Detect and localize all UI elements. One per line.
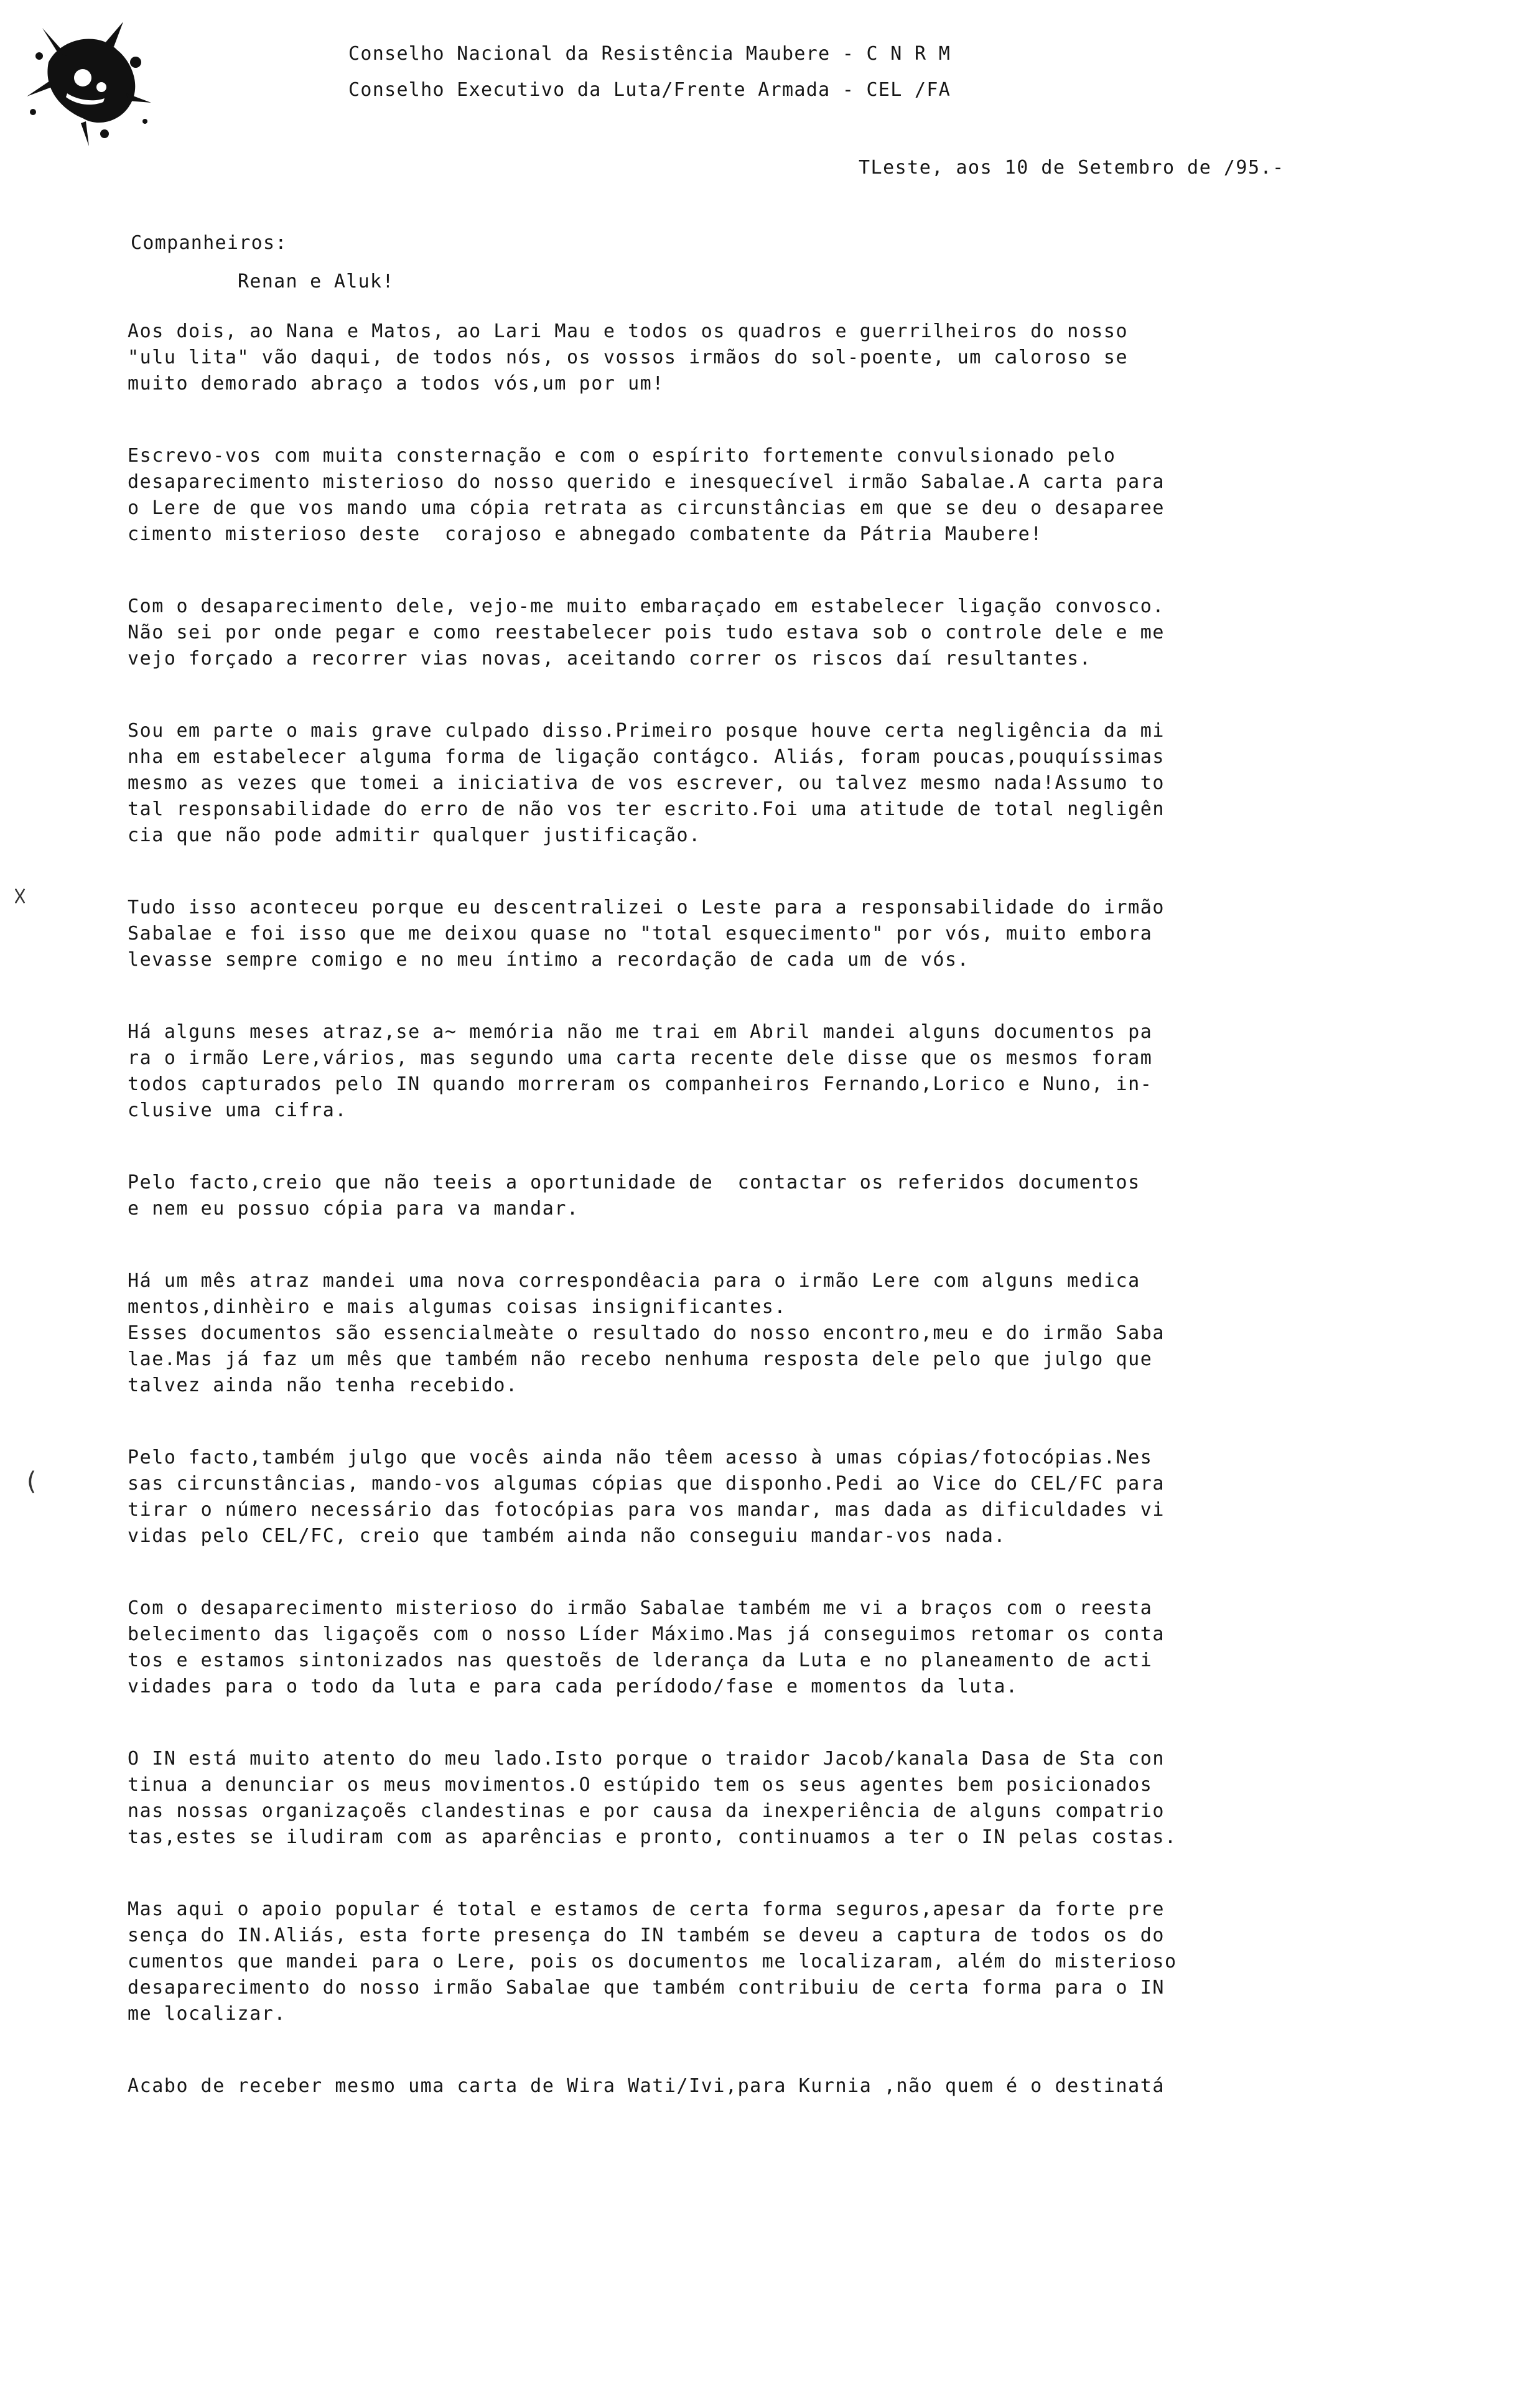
text-line: Pelo facto,creio que não teeis a oportunidade de contactar os referidos documentos	[128, 1172, 1140, 1193]
text-line: talvez ainda não tenha recebido.	[128, 1374, 518, 1396]
text-line: vejo forçado a recorrer vias novas, aceitando correr os riscos daí resultantes.	[128, 648, 1092, 670]
paragraph	[128, 1445, 1471, 1549]
text-line: e nem eu possuo cópia para va mandar.	[128, 1198, 579, 1220]
text-line: tas,estes se iludiram com as aparências e pronto, continuamos a ter o IN pelas costas.	[128, 1826, 1177, 1848]
text-line: sença do IN.Aliás, esta forte presença do IN também se deveu a captura de todos os do	[128, 1925, 1165, 1946]
paragraph	[128, 895, 1471, 973]
paragraph	[128, 1595, 1471, 1700]
text-line: levasse sempre comigo e no meu íntimo a recordação de cada um de vós.	[128, 949, 970, 971]
paragraph	[128, 1170, 1471, 1222]
text-line: tirar o número necessário das fotocópias para vos mandar, mas dada as dificuldades vi	[128, 1499, 1165, 1521]
text-line: tos e estamos sintonizados nas questoẽs de lderança da Luta e no planeamento de acti	[128, 1650, 1153, 1671]
text-line: nas nossas organizaçoẽs clandestinas e por causa da inexperiência de alguns compatrio	[128, 1800, 1165, 1822]
text-line: O IN está muito atento do meu lado.Isto porque o traidor Jacob/kanala Dasa de Sta con	[128, 1748, 1165, 1770]
margin-scribble-icon: ☓	[12, 882, 28, 911]
paragraph	[128, 718, 1471, 849]
text-line: Pelo facto,também julgo que vocês ainda não têem acesso à umas cópias/fotocópias.Nes	[128, 1447, 1153, 1468]
paragraph	[128, 1897, 1471, 2027]
text-line: o Lere de que vos mando uma cópia retrata as circunstâncias em que se deu o desaparee	[128, 497, 1165, 519]
text-line: cumentos que mandei para o Lere, pois os documentos me localizaram, além do misterioso	[128, 1951, 1177, 1972]
text-line: Sabalae e foi isso que me deixou quase no "total esquecimento" por vós, muito embora	[128, 923, 1153, 945]
text-line: tinua a denunciar os meus movimentos.O estúpido tem os seus agentes bem posicionados	[128, 1774, 1153, 1796]
text-line: lae.Mas já faz um mês que também não recebo nenhuma resposta dele pelo que julgo que	[128, 1348, 1153, 1370]
paragraph	[128, 443, 1471, 548]
text-line: sas circunstâncias, mando-vos algumas cópias que disponho.Pedi ao Vice do CEL/FC para	[128, 1473, 1165, 1495]
text-line: ra o irmão Lere,vários, mas segundo uma carta recente dele disse que os mesmos foram	[128, 1047, 1153, 1069]
letterhead-line-2: Conselho Executivo da Luta/Frente Armada - CEL /FA	[348, 79, 951, 101]
text-line: Esses documentos são essencialmeàte o resultado do nosso encontro,meu e do irmão Saba	[128, 1322, 1165, 1344]
text-line: me localizar.	[128, 2003, 286, 2025]
text-line: Com o desaparecimento misterioso do irmão Sabalae também me vi a braços com o reesta	[128, 1597, 1153, 1619]
text-line: mentos,dinhèiro e mais algumas coisas insignificantes.	[128, 1296, 787, 1318]
text-line: desaparecimento misterioso do nosso querido e inesquecível irmão Sabalae.A carta para	[128, 471, 1165, 493]
paragraph	[128, 1268, 1471, 1399]
ink-emblem-icon	[24, 19, 154, 149]
text-line: Sou em parte o mais grave culpado disso.Primeiro posque houve certa negligência da mi	[128, 720, 1165, 742]
text-line: cia que não pode admitir qualquer justificação.	[128, 824, 701, 846]
text-line: Tudo isso aconteceu porque eu descentralizei o Leste para a responsabilidade do irmão	[128, 897, 1165, 918]
text-line: mesmo as vezes que tomei a iniciativa de vos escrever, ou talvez mesmo nada!Assumo to	[128, 772, 1165, 794]
addressees: Renan e Aluk!	[238, 271, 394, 292]
text-line: vidades para o todo da luta e para cada perídodo/fase e momentos da luta.	[128, 1676, 1018, 1697]
text-line: Escrevo-vos com muita consternação e com o espírito fortemente convulsionado pelo	[128, 445, 1116, 467]
text-line: vidas pelo CEL/FC, creio que também ainda não conseguiu mandar-vos nada.	[128, 1525, 1007, 1547]
paragraph	[128, 2073, 1471, 2099]
text-line: cimento misterioso deste corajoso e abnegado combatente da Pátria Maubere!	[128, 523, 1043, 545]
text-line: Mas aqui o apoio popular é total e estamos de certa forma seguros,apesar da forte pre	[128, 1898, 1165, 1920]
greeting: Companheiros:	[131, 232, 287, 254]
paragraph	[128, 1746, 1471, 1850]
salutation	[131, 224, 394, 301]
paragraph	[128, 1019, 1471, 1124]
paragraph	[128, 319, 1471, 397]
text-line: clusive uma cifra.	[128, 1099, 348, 1121]
text-line: Há alguns meses atraz,se a~ memória não me trai em Abril mandei alguns documentos pa	[128, 1021, 1153, 1043]
text-line: Não sei por onde pegar e como reestabelecer pois tudo estava sob o controle dele e me	[128, 622, 1165, 643]
letter-body	[128, 319, 1471, 2145]
text-line: nha em estabelecer alguma forma de ligação contágco. Aliás, foram poucas,pouquíssimas	[128, 746, 1165, 768]
text-line: Acabo de receber mesmo uma carta de Wira Wati/Ivi,para Kurnia ,não quem é o destinatá	[128, 2075, 1165, 2097]
margin-bracket-icon: (	[24, 1467, 39, 1496]
text-line: muito demorado abraço a todos vós,um por um!	[128, 373, 664, 394]
text-line: Aos dois, ao Nana e Matos, ao Lari Mau e todos os quadros e guerrilheiros do nosso	[128, 320, 1129, 342]
letterhead-line-1: Conselho Nacional da Resistência Maubere - C N R M	[348, 43, 951, 65]
text-line: "ulu lita" vão daqui, de todos nós, os vossos irmãos do sol-poente, um caloroso se	[128, 347, 1129, 368]
text-line: todos capturados pelo IN quando morreram os companheiros Fernando,Lorico e Nuno, in-	[128, 1073, 1153, 1095]
text-line: Há um mês atraz mandei uma nova correspondêacia para o irmão Lere com alguns medica	[128, 1270, 1140, 1292]
letterhead	[348, 36, 951, 108]
dateline: TLeste, aos 10 de Setembro de /95.-	[859, 157, 1285, 179]
paragraph	[128, 594, 1471, 672]
text-line: belecimento das ligaçoẽs com o nosso Líder Máximo.Mas já conseguimos retomar os conta	[128, 1623, 1165, 1645]
text-line: desaparecimento do nosso irmão Sabalae que também contribuiu de certa forma para o IN	[128, 1977, 1165, 1999]
text-line: Com o desaparecimento dele, vejo-me muito embaraçado em estabelecer ligação convosco.	[128, 595, 1165, 617]
text-line: tal responsabilidade do erro de não vos ter escrito.Foi uma atitude de total negligên	[128, 798, 1165, 820]
